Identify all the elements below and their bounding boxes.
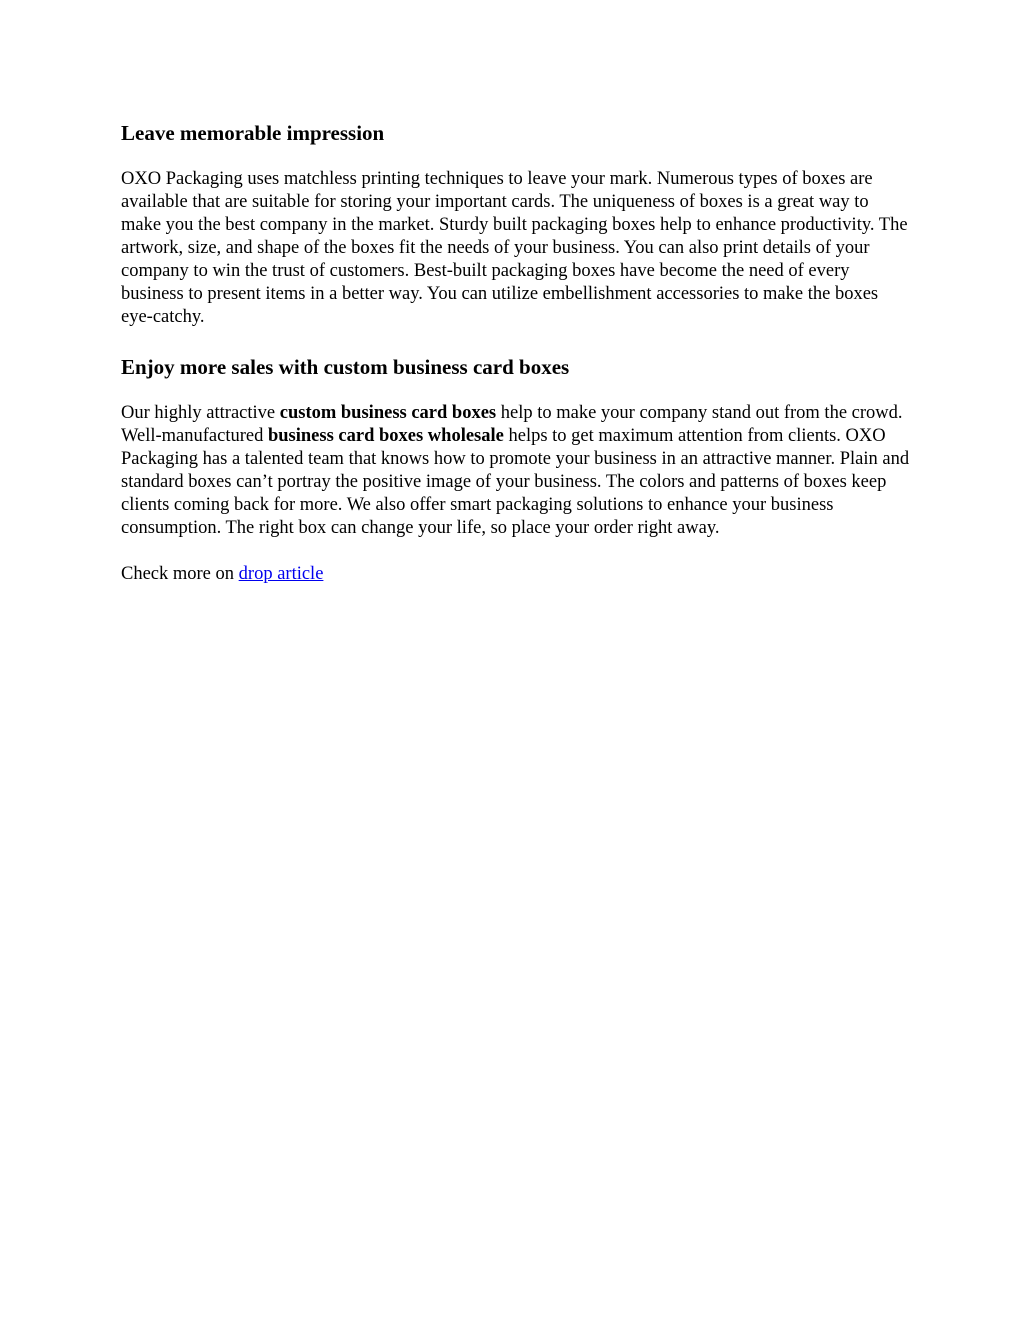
- section-heading-sales: Enjoy more sales with custom business card boxes: [121, 355, 570, 379]
- body-text: help to make your company stand out from the crowd. Well-manufactured: [121, 403, 903, 446]
- section-body-sales: [121, 402, 911, 540]
- drop-article-link[interactable]: drop article: [238, 564, 324, 584]
- document-page: [121, 118, 911, 586]
- bold-phrase-custom-boxes: custom business card boxes: [279, 403, 497, 423]
- check-more-line: [121, 563, 911, 586]
- check-more-prefix: Check more on: [121, 564, 239, 584]
- section-heading-impression: Leave memorable impression: [121, 121, 385, 145]
- bold-phrase-wholesale: business card boxes wholesale: [267, 426, 504, 446]
- body-text: Our highly attractive: [121, 403, 280, 423]
- section-body-impression: OXO Packaging uses matchless printing techniques to leave your mark. Numerous types of boxes are available that are suitable for storing your important cards. The uniqueness of boxes is a great way to make you the best company in the market. Sturdy built packaging boxes help to enhance productivity. The artwork, size, and shape of the boxes fit the needs of your business. You can also print details of your company to win the trust of customers. Best-built packaging boxes have become the need of every business to present items in a better way. You can utilize embellishment accessories to make the boxes eye-catchy.: [121, 169, 908, 327]
- body-text: helps to get maximum attention from clients. OXO Packaging has a talented team that knows how to promote your business in an attractive manner. Plain and standard boxes can’t portray the positive image of your business. The colors and patterns of boxes keep clients coming back for more. We also offer smart packaging solutions to enhance your business consumption. The right box can change your life, so place your order right away.: [121, 426, 910, 538]
